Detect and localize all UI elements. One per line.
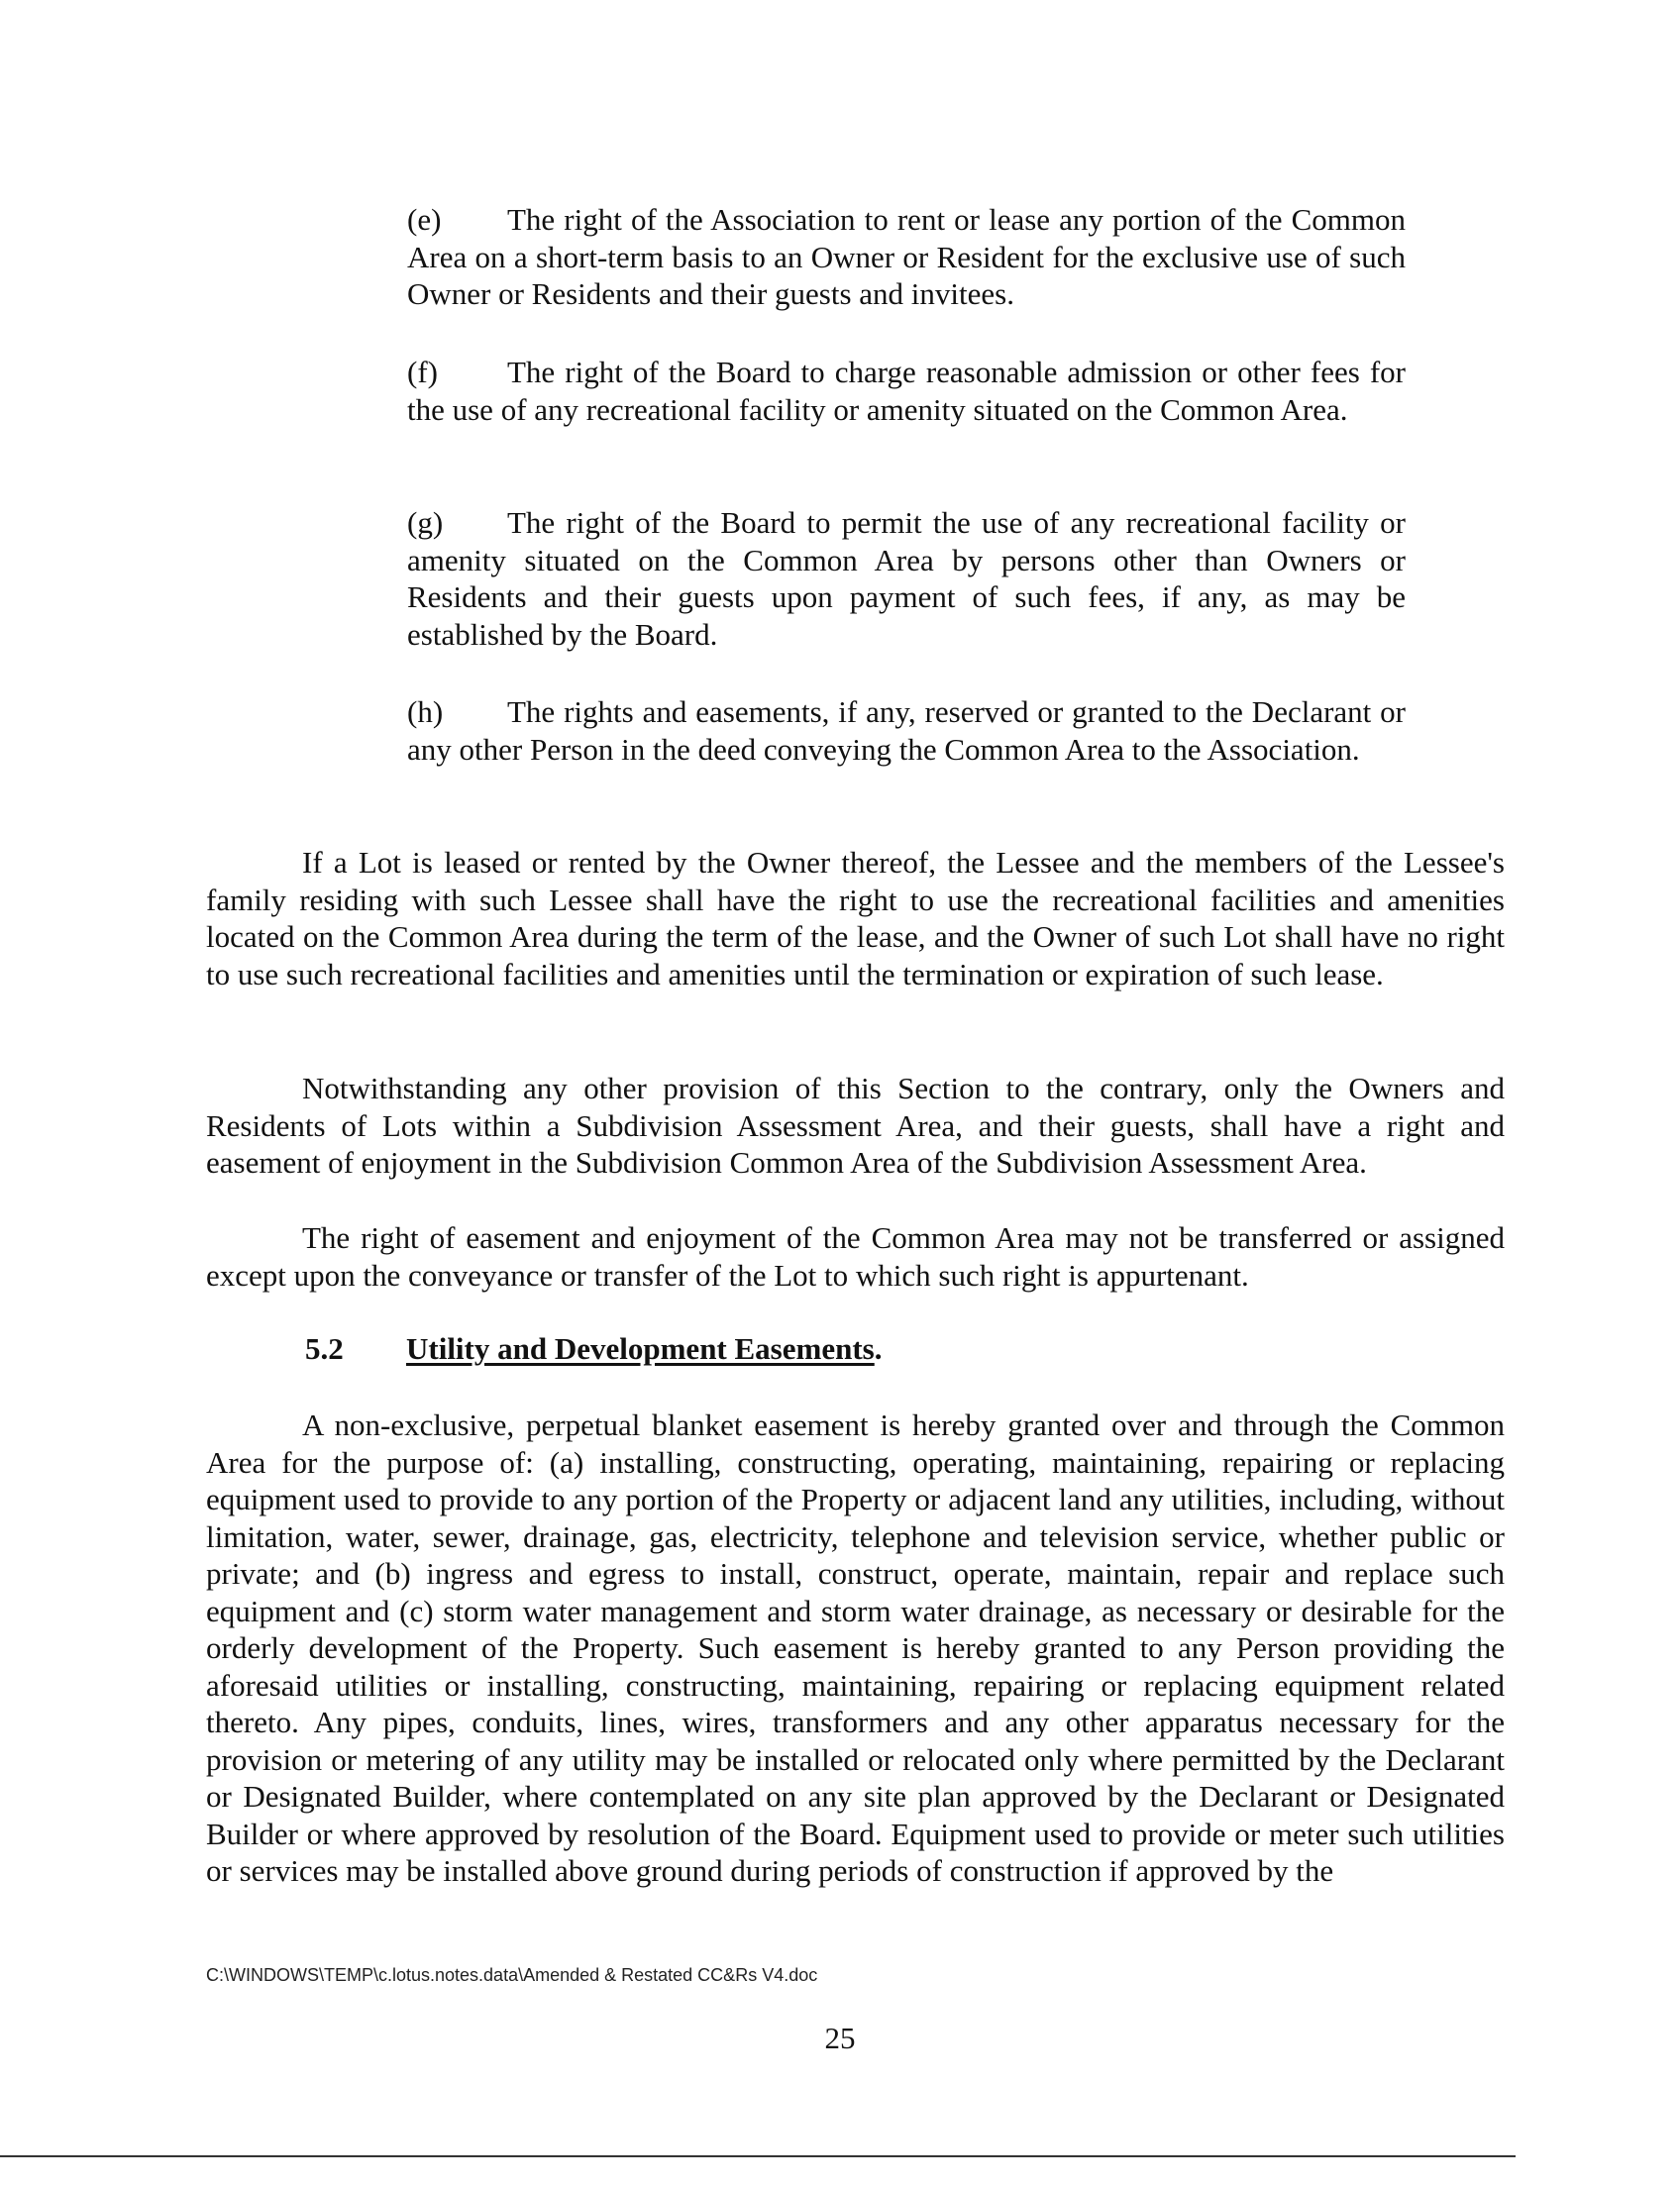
item-h-label: (h) (407, 694, 444, 729)
item-e-label: (e) (407, 202, 442, 237)
utility-easement-paragraph: A non-exclusive, perpetual blanket easement is hereby granted over and through the Common Area for the purpose of: (a) installing, constructing, operating, maintaining, repairing or replacing equipment used to provide to any portion of the Property or adjacent land any utilities, including, without limitation, water, sewer, drainage, gas, electricity, telephone and television service, whether public or private; and (b) ingress and egress to install, construct, operate, maintain, repair and replace such equipment and (c) storm water management and storm water drainage, as necessary or desirable for the orderly development of the Property. Such easement is hereby granted to any Person providing the aforesaid utilities or installing, constructing, maintaining, repairing or replacing equipment related thereto. Any pipes, conduits, lines, wires, transformers and any other apparatus necessary for the provision or metering of any utility may be installed or relocated only where permitted by the Declarant or Designated Builder, where contemplated on any site plan approved by the Declarant or Designated Builder or where approved by resolution of the Board. Equipment used to provide or meter such utilities or services may be installed above ground during periods of construction if approved by the (206, 1407, 1505, 1888)
bottom-divider (0, 2155, 1516, 2157)
item-h (407, 693, 1406, 768)
transfer-paragraph: The right of easement and enjoyment of the Common Area may not be transferred or assigned except upon the conveyance or transfer of the Lot to which such right is appurtenant. (206, 1220, 1505, 1293)
section-title: Utility and Development Easements (406, 1331, 875, 1366)
item-e (407, 201, 1406, 313)
item-g-label: (g) (407, 505, 444, 540)
section-heading (305, 1330, 882, 1368)
item-f-text: The right of the Board to charge reasonable admission or other fees for the use of any recreational facility or amenity situated on the Common Area. (407, 355, 1406, 427)
item-g (407, 504, 1406, 653)
notwithstanding-paragraph: Notwithstanding any other provision of this Section to the contrary, only the Owners and Residents of Lots within a Subdivision Assessment Area, and their guests, shall have a right and easement of enjoyment in the Subdivision Common Area of the Subdivision Assessment Area. (206, 1071, 1505, 1180)
lessee-paragraph: If a Lot is leased or rented by the Owner thereof, the Lessee and the members of the Lessee's family residing with such Lessee shall have the right to use the recreational facilities and amenities located on the Common Area during the term of the lease, and the Owner of such Lot shall have no right to use such recreational facilities and amenities until the termination or expiration of such lease. (206, 845, 1505, 991)
item-h-text: The rights and easements, if any, reserved or granted to the Declarant or any other Person in the deed conveying the Common Area to the Association. (407, 694, 1406, 767)
page-number: 25 (824, 2021, 856, 2055)
section-number: 5.2 (305, 1331, 344, 1366)
section-title-period: . (874, 1331, 883, 1366)
item-f (407, 354, 1406, 428)
footer-file-path: C:\WINDOWS\TEMP\c.lotus.notes.data\Amended & Restated CC&Rs V4.doc (206, 1965, 818, 1985)
item-g-text: The right of the Board to permit the use of any recreational facility or amenity situated on the Common Area by persons other than Owners or Residents and their guests upon payment of such fees, if any, as may be established by the Board. (407, 505, 1406, 652)
item-e-text: The right of the Association to rent or lease any portion of the Common Area on a short-term basis to an Owner or Resident for the exclusive use of such Owner or Residents and their guests and invitees. (407, 202, 1406, 311)
item-f-label: (f) (407, 355, 438, 389)
